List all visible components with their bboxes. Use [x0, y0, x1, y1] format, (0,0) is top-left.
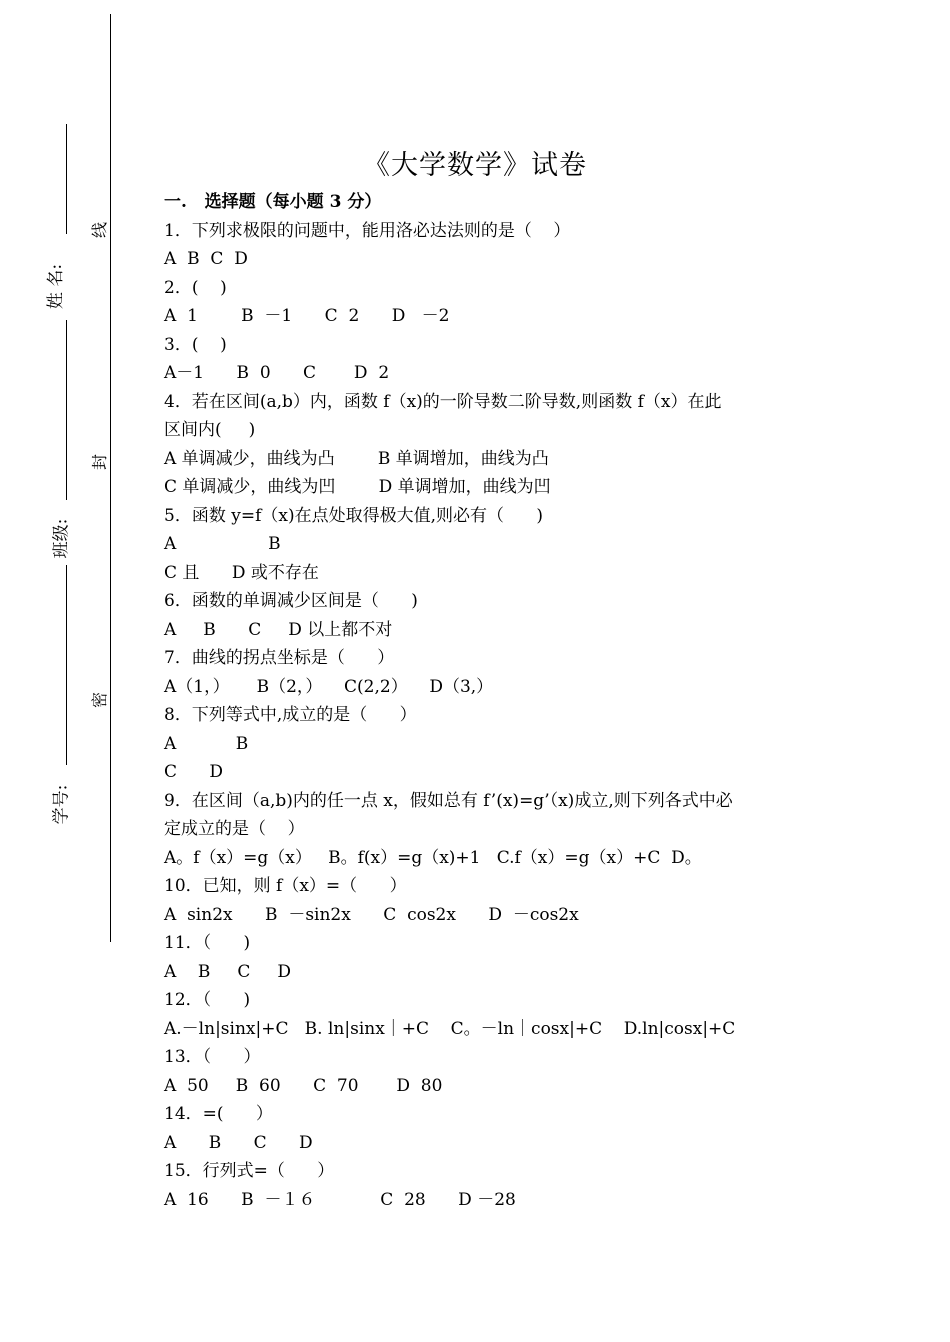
q15-stem: 15．行列式=（ ）: [164, 1161, 335, 1181]
q9-options: A。f（x）=g（x） B。f(x）=g（x)+1 C.f（x）=g（x）+C D。: [164, 847, 702, 868]
q14-options: A B C D: [164, 1132, 313, 1153]
seal-char-feng: 封: [90, 453, 110, 471]
student-id-label: 学号:: [51, 784, 72, 825]
q2-options: A 1 B －1 C 2 D －2: [164, 306, 450, 326]
q8-options-cd: C D: [164, 762, 224, 782]
q15-options: A 16 B －１６ C 28 D －28: [164, 1189, 516, 1210]
q6-stem: 6．函数的单调减少区间是（ ): [164, 591, 418, 611]
q10-stem: 10．已知，则 f（x）=（ ）: [164, 876, 407, 896]
q6-options: A B C D 以上都不对: [164, 619, 393, 640]
page-title: 《大学数学》试卷: [363, 150, 587, 181]
q13-stem: 13．（ ）: [164, 1047, 261, 1067]
q5-options-cd: C 且 D 或不存在: [164, 562, 319, 583]
name-underline-bottom: [66, 320, 67, 500]
q11-options: A B C D: [164, 961, 292, 982]
q5-stem: 5．函数 y=f（x)在点处取得极大值,则必有（ ): [164, 505, 544, 526]
q4-options-cd: C 单调减少，曲线为凹 D 单调增加，曲线为凹: [164, 477, 551, 497]
q10-options: A sin2x B －sin2x C cos2x D －cos2x: [164, 904, 579, 925]
exam-content: [164, 188, 794, 1214]
q1-options: A B C D: [164, 249, 248, 269]
q4-stem-cont: 区间内( ): [164, 420, 256, 440]
name-label: 姓 名:: [46, 263, 67, 310]
class-underline: [66, 565, 67, 765]
section-heading: 一. 选择题（每小题 3 分）: [164, 192, 382, 212]
q8-options-ab: A B: [164, 733, 249, 754]
q12-stem: 12．（ ): [164, 990, 251, 1010]
q9-stem-cont: 定成立的是（ ）: [164, 819, 305, 839]
q7-options: A（1，） B（2，） C(2,2） D（3,）: [164, 676, 494, 697]
class-label: 班级:: [51, 518, 72, 559]
q14-stem: 14．=( ）: [164, 1104, 273, 1124]
q4-options-ab: A 单调减少，曲线为凸 B 单调增加，曲线为凸: [164, 448, 549, 469]
seal-char-mi: 密: [90, 691, 110, 709]
q3-options: A－1 B 0 C D 2: [164, 363, 390, 383]
q12-options: A.－ln|sinx|+C B. ln|sinx｜+C C。－ln｜cosx|+C D.ln|cosx|+C: [164, 1018, 736, 1039]
q8-stem: 8．下列等式中,成立的是（ ）: [164, 705, 417, 725]
q7-stem: 7．曲线的拐点坐标是（ ）: [164, 648, 395, 668]
q11-stem: 11．（ ): [164, 933, 251, 953]
q1-stem: 1．下列求极限的问题中，能用洛必达法则的是（ ）: [164, 220, 571, 241]
q5-options-ab: A B: [164, 534, 281, 554]
q13-options: A 50 B 60 C 70 D 80: [164, 1075, 443, 1096]
q3-stem: 3．( ): [164, 334, 227, 355]
q2-stem: 2．( ): [164, 277, 227, 298]
q9-stem: 9．在区间（a,b)内的任一点 x，假如总有 f’(x)=g’（x)成立,则下列各式中必: [164, 790, 733, 811]
q4-stem: 4．若在区间(a,b）内，函数 f（x)的一阶导数二阶导数,则函数 f（x）在此: [164, 391, 722, 412]
seal-char-xian: 线: [90, 221, 110, 239]
